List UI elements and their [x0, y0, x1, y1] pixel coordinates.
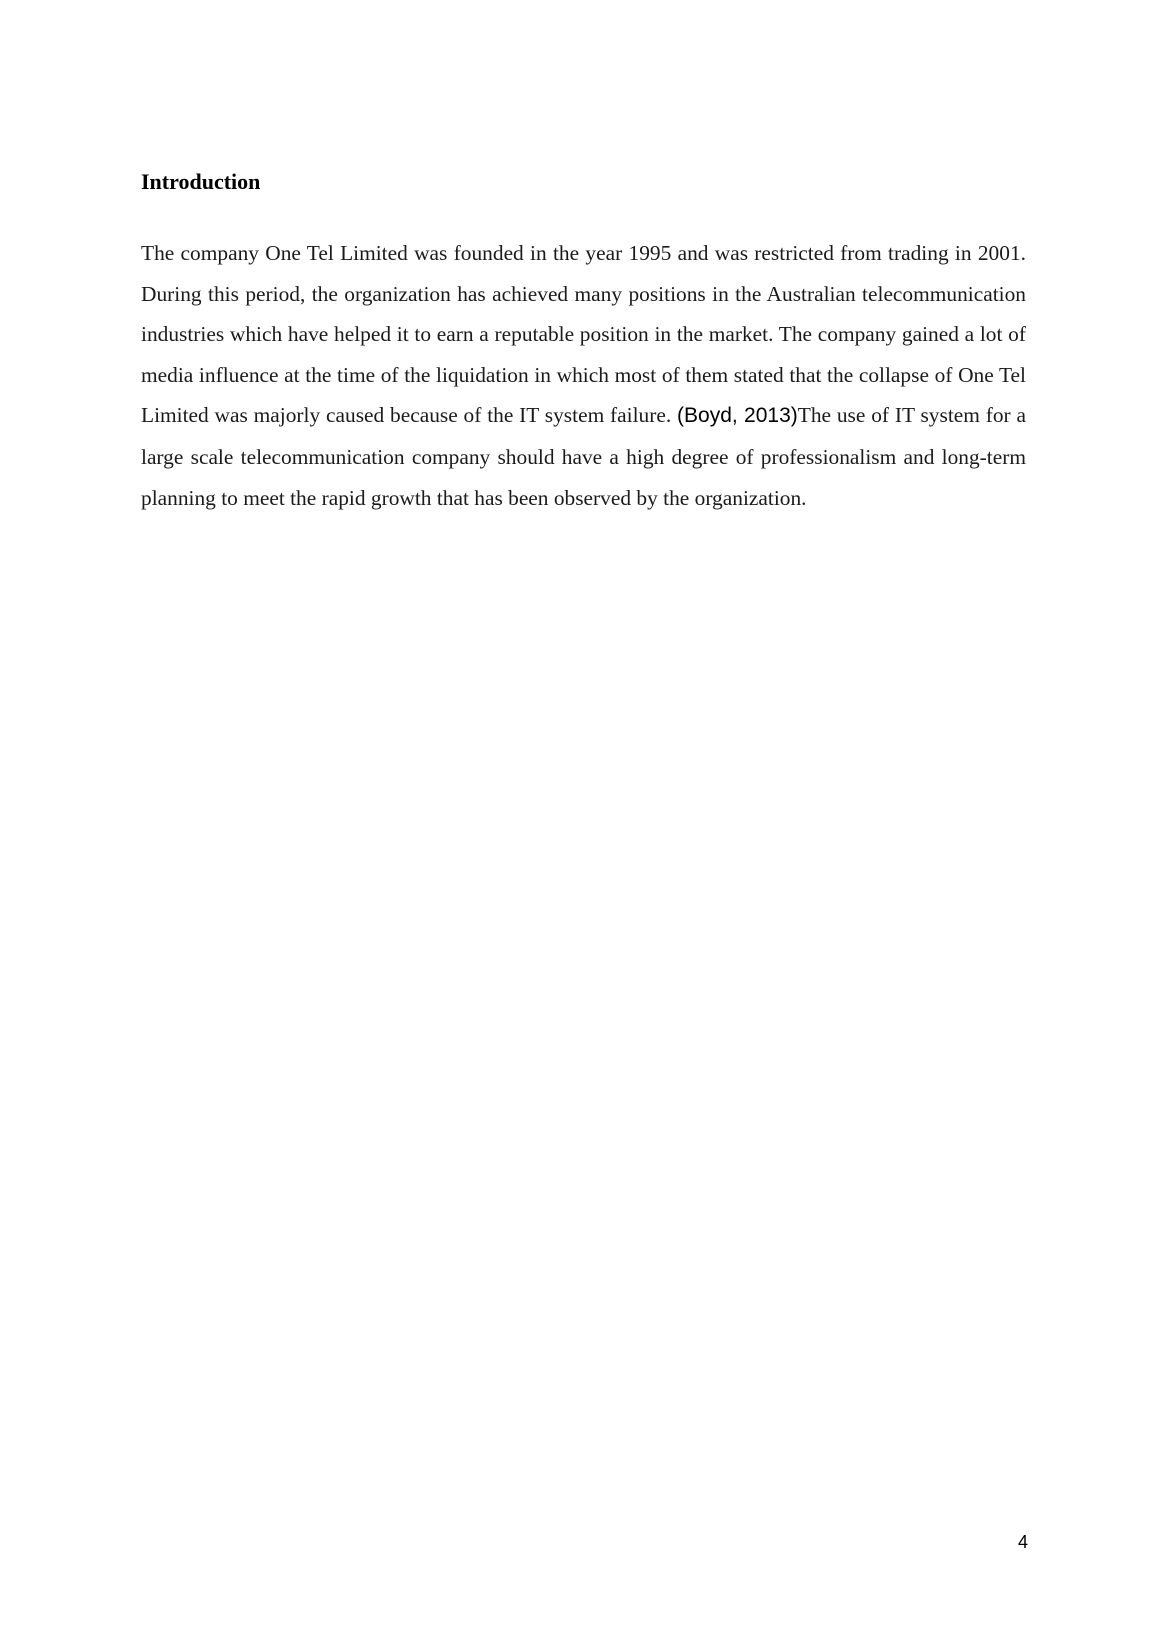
introduction-paragraph — [141, 233, 1026, 518]
paragraph-text-after-citation: The use of IT system for a large scale telecommunication company should have a high degree of professionalism and long-term planning to meet the rapid growth that has been observed by the organization. — [141, 403, 1026, 510]
section-heading: Introduction — [141, 169, 261, 194]
page-number: 4 — [1017, 1532, 1028, 1552]
paragraph-text-before-citation: The company One Tel Limited was founded in the year 1995 and was restricted from trading in 2001. During this period, the organization has achieved many positions in the Australian telecommunication industries which have helped it to earn a reputable position in the market. The company gained a lot of media influence at the time of the liquidation in which most of them stated that the collapse of One Tel Limited was majorly caused because of the IT system failure. — [141, 241, 1026, 428]
citation-reference: (Boyd, 2013) — [677, 404, 798, 428]
